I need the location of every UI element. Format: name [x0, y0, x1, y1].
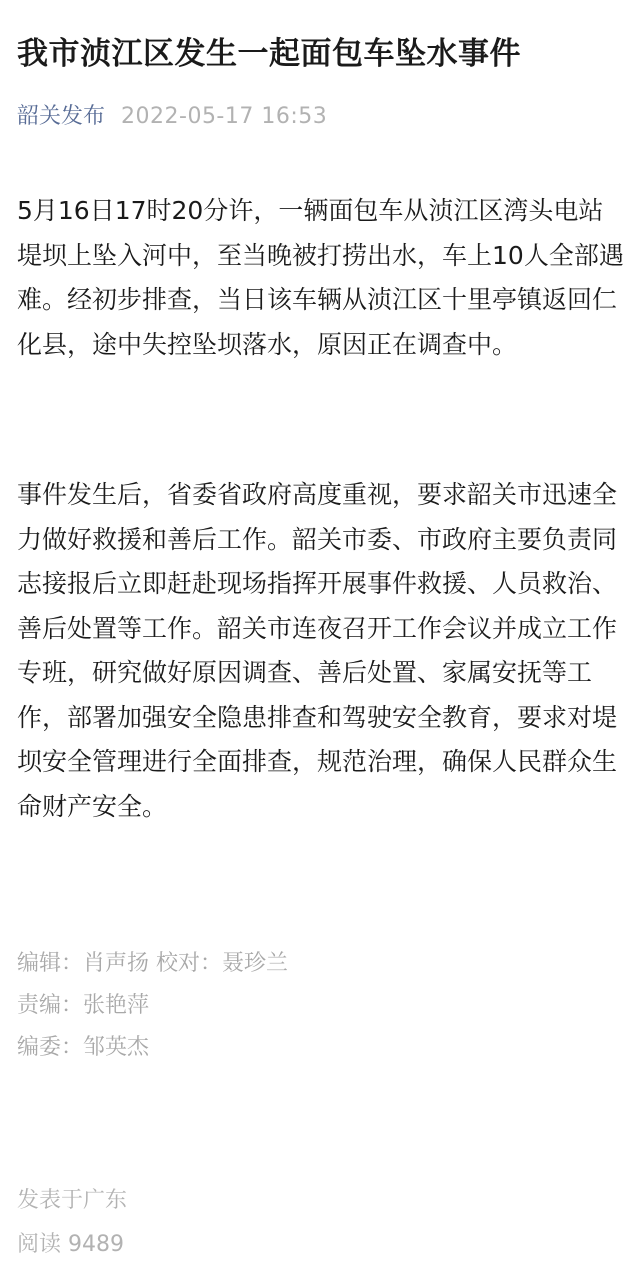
credit-responsible-editor: 责编：张艳萍	[17, 993, 150, 1018]
article-meta	[17, 100, 327, 134]
article-footer	[17, 1179, 617, 1267]
paragraph-text: 事件发生后，省委省政府高度重视，要求韶关市迅速全力做好救援和善后工作。韶关市委、市政府主要负责同志接报后立即赶赴现场指挥开展事件救援、人员救治、善后处置等工作。韶关市连夜召开工作会议并成立工作专班，研究做好原因调查、善后处置、家属安抚等工作，部署加强安全隐患排查和驾驶安全教育，要求对堤坝安全管理进行全面排查，规范治理，确保人民群众生命财产安全。	[17, 480, 618, 821]
credit-editorial-board: 编委：邹英杰	[17, 1035, 150, 1060]
publish-time: 2022-05-17 16:53	[121, 104, 328, 129]
publish-location: 发表于广东	[17, 1188, 128, 1213]
credit-editor-proofreader: 编辑：肖声扬 校对：聂珍兰	[17, 951, 288, 976]
article-paragraph-1	[17, 189, 627, 367]
account-name-link[interactable]: 韶关发布	[17, 104, 106, 129]
article-paragraph-2	[17, 473, 627, 829]
read-count: 阅读 9489	[17, 1232, 124, 1257]
paragraph-text: 5月16日17时20分许，一辆面包车从浈江区湾头电站堤坝上坠入河中，至当晚被打捞出水，车上10人全部遇难。经初步排查，当日该车辆从浈江区十里亭镇返回仁化县，途中失控坠坝落水，原因正在调查中。	[17, 196, 624, 359]
article-credits	[17, 943, 617, 1069]
article-title: 我市浈江区发生一起面包车坠水事件	[17, 36, 521, 72]
